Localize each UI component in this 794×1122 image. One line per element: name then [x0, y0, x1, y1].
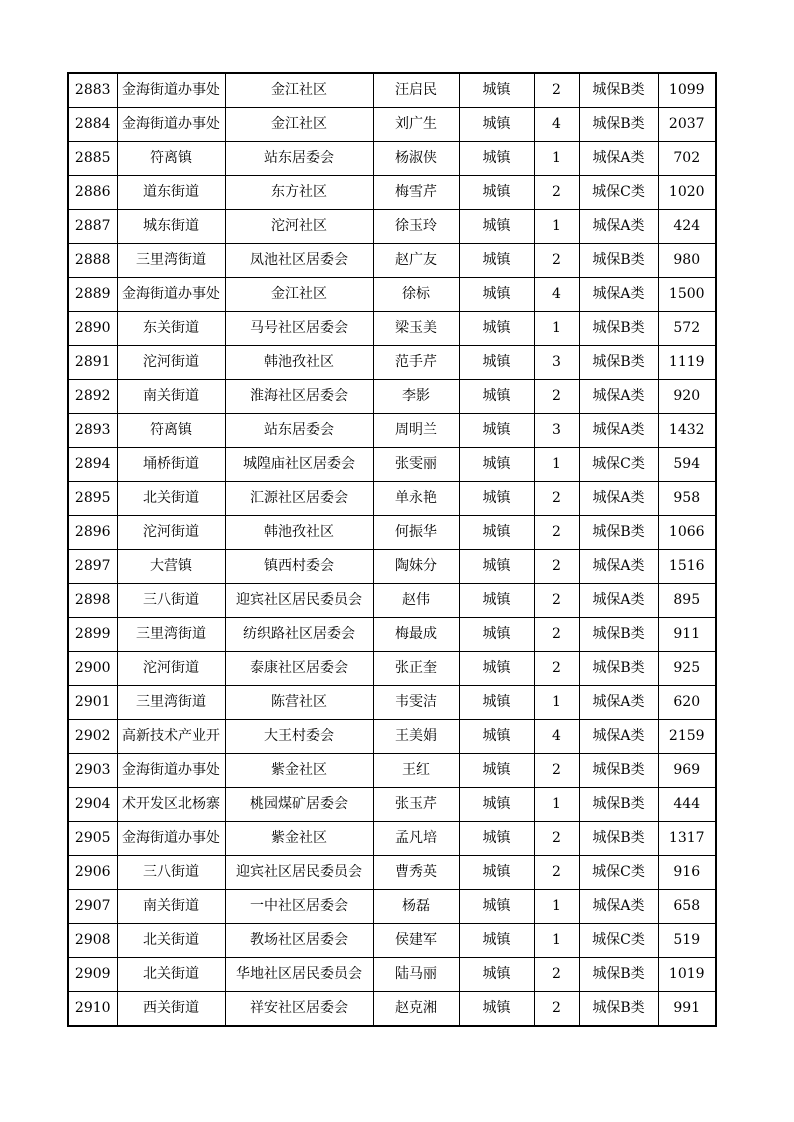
cell-street-office: 三里湾街道: [117, 686, 225, 720]
cell-record-id: 2902: [68, 720, 117, 754]
cell-household-count: 2: [534, 822, 579, 856]
cell-record-id: 2891: [68, 346, 117, 380]
cell-area-type: 城镇: [459, 380, 534, 414]
cell-street-office: 南关街道: [117, 890, 225, 924]
cell-street-office: 东关街道: [117, 312, 225, 346]
cell-street-office: 北关街道: [117, 958, 225, 992]
cell-household-count: 1: [534, 210, 579, 244]
cell-area-type: 城镇: [459, 278, 534, 312]
cell-person-name: 梅雪芹: [373, 176, 459, 210]
cell-community: 沱河社区: [225, 210, 373, 244]
cell-area-type: 城镇: [459, 958, 534, 992]
cell-community: 金江社区: [225, 278, 373, 312]
cell-insurance-class: 城保A类: [579, 380, 658, 414]
cell-household-count: 1: [534, 890, 579, 924]
table-row: [68, 890, 716, 924]
cell-record-id: 2895: [68, 482, 117, 516]
cell-household-count: 1: [534, 448, 579, 482]
cell-household-count: 1: [534, 142, 579, 176]
cell-insurance-class: 城保C类: [579, 856, 658, 890]
cell-record-id: 2898: [68, 584, 117, 618]
cell-household-count: 3: [534, 414, 579, 448]
cell-insurance-class: 城保A类: [579, 550, 658, 584]
cell-street-office: 金海街道办事处: [117, 108, 225, 142]
cell-record-id: 2906: [68, 856, 117, 890]
table-row: [68, 822, 716, 856]
cell-community: 紫金社区: [225, 754, 373, 788]
cell-person-name: 徐玉玲: [373, 210, 459, 244]
cell-person-name: 范手芹: [373, 346, 459, 380]
cell-area-type: 城镇: [459, 108, 534, 142]
table-row: [68, 73, 716, 108]
cell-insurance-class: 城保B类: [579, 73, 658, 108]
cell-insurance-class: 城保A类: [579, 890, 658, 924]
cell-street-office: 术开发区北杨寨: [117, 788, 225, 822]
cell-community: 纺织路社区居委会: [225, 618, 373, 652]
cell-street-office: 城东街道: [117, 210, 225, 244]
cell-street-office: 南关街道: [117, 380, 225, 414]
table-row: [68, 584, 716, 618]
table-row: [68, 346, 716, 380]
cell-area-type: 城镇: [459, 414, 534, 448]
cell-community: 一中社区居委会: [225, 890, 373, 924]
cell-insurance-class: 城保B类: [579, 312, 658, 346]
cell-person-name: 王红: [373, 754, 459, 788]
cell-household-count: 2: [534, 482, 579, 516]
table-row: [68, 278, 716, 312]
cell-street-office: 埇桥街道: [117, 448, 225, 482]
cell-amount: 594: [658, 448, 716, 482]
cell-amount: 1500: [658, 278, 716, 312]
cell-street-office: 符离镇: [117, 414, 225, 448]
cell-insurance-class: 城保B类: [579, 108, 658, 142]
cell-household-count: 1: [534, 686, 579, 720]
cell-amount: 1020: [658, 176, 716, 210]
cell-area-type: 城镇: [459, 788, 534, 822]
cell-record-id: 2884: [68, 108, 117, 142]
cell-person-name: 陶妹分: [373, 550, 459, 584]
cell-household-count: 4: [534, 108, 579, 142]
cell-amount: 991: [658, 992, 716, 1027]
cell-insurance-class: 城保B类: [579, 992, 658, 1027]
table-row: [68, 686, 716, 720]
cell-record-id: 2901: [68, 686, 117, 720]
table-row: [68, 244, 716, 278]
table-row: [68, 856, 716, 890]
cell-insurance-class: 城保A类: [579, 584, 658, 618]
cell-person-name: 杨磊: [373, 890, 459, 924]
table-row: [68, 958, 716, 992]
cell-household-count: 1: [534, 788, 579, 822]
cell-insurance-class: 城保B类: [579, 244, 658, 278]
cell-street-office: 三八街道: [117, 856, 225, 890]
cell-person-name: 刘广生: [373, 108, 459, 142]
cell-amount: 572: [658, 312, 716, 346]
records-body: [68, 73, 716, 1026]
cell-amount: 1516: [658, 550, 716, 584]
cell-amount: 980: [658, 244, 716, 278]
cell-household-count: 2: [534, 754, 579, 788]
cell-street-office: 金海街道办事处: [117, 754, 225, 788]
cell-community: 汇源社区居委会: [225, 482, 373, 516]
cell-household-count: 1: [534, 312, 579, 346]
cell-area-type: 城镇: [459, 992, 534, 1027]
cell-amount: 925: [658, 652, 716, 686]
cell-area-type: 城镇: [459, 822, 534, 856]
table-row: [68, 788, 716, 822]
table-row: [68, 516, 716, 550]
cell-person-name: 梁玉美: [373, 312, 459, 346]
cell-record-id: 2903: [68, 754, 117, 788]
cell-area-type: 城镇: [459, 73, 534, 108]
cell-amount: 444: [658, 788, 716, 822]
cell-record-id: 2910: [68, 992, 117, 1027]
cell-insurance-class: 城保A类: [579, 414, 658, 448]
table-row: [68, 414, 716, 448]
cell-record-id: 2904: [68, 788, 117, 822]
cell-household-count: 1: [534, 924, 579, 958]
cell-person-name: 赵克湘: [373, 992, 459, 1027]
cell-record-id: 2909: [68, 958, 117, 992]
cell-area-type: 城镇: [459, 482, 534, 516]
cell-street-office: 三里湾街道: [117, 618, 225, 652]
cell-street-office: 三八街道: [117, 584, 225, 618]
cell-person-name: 汪启民: [373, 73, 459, 108]
cell-community: 金江社区: [225, 108, 373, 142]
cell-insurance-class: 城保B类: [579, 958, 658, 992]
cell-amount: 1066: [658, 516, 716, 550]
table-row: [68, 720, 716, 754]
cell-record-id: 2890: [68, 312, 117, 346]
cell-community: 祥安社区居委会: [225, 992, 373, 1027]
cell-street-office: 符离镇: [117, 142, 225, 176]
cell-area-type: 城镇: [459, 312, 534, 346]
cell-insurance-class: 城保C类: [579, 924, 658, 958]
cell-household-count: 2: [534, 516, 579, 550]
cell-community: 东方社区: [225, 176, 373, 210]
cell-community: 迎宾社区居民委员会: [225, 584, 373, 618]
table-row: [68, 652, 716, 686]
cell-area-type: 城镇: [459, 176, 534, 210]
cell-record-id: 2897: [68, 550, 117, 584]
cell-record-id: 2896: [68, 516, 117, 550]
cell-community: 大王村委会: [225, 720, 373, 754]
cell-insurance-class: 城保A类: [579, 278, 658, 312]
cell-street-office: 金海街道办事处: [117, 278, 225, 312]
table-row: [68, 924, 716, 958]
cell-area-type: 城镇: [459, 754, 534, 788]
cell-person-name: 杨淑侠: [373, 142, 459, 176]
cell-insurance-class: 城保A类: [579, 482, 658, 516]
cell-area-type: 城镇: [459, 720, 534, 754]
cell-community: 桃园煤矿居委会: [225, 788, 373, 822]
cell-person-name: 赵广友: [373, 244, 459, 278]
cell-person-name: 陆马丽: [373, 958, 459, 992]
cell-street-office: 三里湾街道: [117, 244, 225, 278]
cell-street-office: 大营镇: [117, 550, 225, 584]
cell-street-office: 沱河街道: [117, 516, 225, 550]
cell-person-name: 赵伟: [373, 584, 459, 618]
cell-person-name: 王美娟: [373, 720, 459, 754]
cell-amount: 1119: [658, 346, 716, 380]
cell-insurance-class: 城保A类: [579, 720, 658, 754]
cell-amount: 2037: [658, 108, 716, 142]
cell-household-count: 4: [534, 720, 579, 754]
cell-street-office: 西关街道: [117, 992, 225, 1027]
table-row: [68, 618, 716, 652]
cell-street-office: 金海街道办事处: [117, 73, 225, 108]
cell-insurance-class: 城保B类: [579, 516, 658, 550]
cell-person-name: 张雯丽: [373, 448, 459, 482]
cell-amount: 702: [658, 142, 716, 176]
records-table: [67, 72, 717, 1027]
table-row: [68, 448, 716, 482]
cell-amount: 920: [658, 380, 716, 414]
cell-amount: 1099: [658, 73, 716, 108]
cell-insurance-class: 城保B类: [579, 346, 658, 380]
cell-insurance-class: 城保B类: [579, 652, 658, 686]
cell-community: 教场社区居委会: [225, 924, 373, 958]
cell-area-type: 城镇: [459, 210, 534, 244]
cell-record-id: 2892: [68, 380, 117, 414]
cell-insurance-class: 城保C类: [579, 176, 658, 210]
cell-amount: 1317: [658, 822, 716, 856]
cell-community: 凤池社区居委会: [225, 244, 373, 278]
cell-area-type: 城镇: [459, 652, 534, 686]
cell-community: 站东居委会: [225, 414, 373, 448]
cell-household-count: 2: [534, 958, 579, 992]
cell-record-id: 2883: [68, 73, 117, 108]
cell-person-name: 张正奎: [373, 652, 459, 686]
cell-street-office: 高新技术产业开: [117, 720, 225, 754]
table-row: [68, 312, 716, 346]
cell-record-id: 2900: [68, 652, 117, 686]
cell-record-id: 2889: [68, 278, 117, 312]
cell-amount: 911: [658, 618, 716, 652]
table-row: [68, 210, 716, 244]
cell-record-id: 2908: [68, 924, 117, 958]
cell-household-count: 2: [534, 992, 579, 1027]
cell-area-type: 城镇: [459, 550, 534, 584]
cell-community: 镇西村委会: [225, 550, 373, 584]
cell-person-name: 孟凡培: [373, 822, 459, 856]
cell-record-id: 2907: [68, 890, 117, 924]
cell-community: 金江社区: [225, 73, 373, 108]
cell-amount: 658: [658, 890, 716, 924]
cell-amount: 1019: [658, 958, 716, 992]
table-row: [68, 380, 716, 414]
cell-amount: 519: [658, 924, 716, 958]
table-row: [68, 142, 716, 176]
cell-community: 韩池孜社区: [225, 516, 373, 550]
cell-insurance-class: 城保B类: [579, 754, 658, 788]
cell-household-count: 2: [534, 550, 579, 584]
cell-street-office: 金海街道办事处: [117, 822, 225, 856]
cell-area-type: 城镇: [459, 584, 534, 618]
cell-street-office: 沱河街道: [117, 346, 225, 380]
cell-person-name: 周明兰: [373, 414, 459, 448]
cell-household-count: 2: [534, 73, 579, 108]
table-row: [68, 482, 716, 516]
cell-record-id: 2893: [68, 414, 117, 448]
cell-street-office: 沱河街道: [117, 652, 225, 686]
cell-insurance-class: 城保A类: [579, 142, 658, 176]
cell-person-name: 单永艳: [373, 482, 459, 516]
cell-area-type: 城镇: [459, 618, 534, 652]
cell-insurance-class: 城保C类: [579, 448, 658, 482]
cell-insurance-class: 城保A类: [579, 686, 658, 720]
cell-area-type: 城镇: [459, 516, 534, 550]
cell-person-name: 韦雯洁: [373, 686, 459, 720]
cell-area-type: 城镇: [459, 686, 534, 720]
cell-amount: 958: [658, 482, 716, 516]
cell-household-count: 2: [534, 618, 579, 652]
cell-insurance-class: 城保B类: [579, 788, 658, 822]
cell-area-type: 城镇: [459, 890, 534, 924]
cell-street-office: 北关街道: [117, 924, 225, 958]
cell-area-type: 城镇: [459, 346, 534, 380]
cell-insurance-class: 城保A类: [579, 210, 658, 244]
cell-household-count: 2: [534, 176, 579, 210]
cell-amount: 969: [658, 754, 716, 788]
cell-community: 迎宾社区居民委员会: [225, 856, 373, 890]
cell-community: 城隍庙社区居委会: [225, 448, 373, 482]
cell-street-office: 北关街道: [117, 482, 225, 516]
cell-person-name: 徐标: [373, 278, 459, 312]
table-row: [68, 108, 716, 142]
cell-person-name: 李影: [373, 380, 459, 414]
cell-community: 泰康社区居委会: [225, 652, 373, 686]
cell-record-id: 2887: [68, 210, 117, 244]
cell-amount: 620: [658, 686, 716, 720]
cell-household-count: 3: [534, 346, 579, 380]
cell-community: 韩池孜社区: [225, 346, 373, 380]
cell-community: 站东居委会: [225, 142, 373, 176]
cell-person-name: 何振华: [373, 516, 459, 550]
cell-record-id: 2888: [68, 244, 117, 278]
cell-person-name: 曹秀英: [373, 856, 459, 890]
cell-amount: 916: [658, 856, 716, 890]
cell-household-count: 2: [534, 584, 579, 618]
cell-household-count: 2: [534, 856, 579, 890]
cell-area-type: 城镇: [459, 924, 534, 958]
cell-street-office: 道东街道: [117, 176, 225, 210]
table-row: [68, 992, 716, 1027]
cell-household-count: 4: [534, 278, 579, 312]
cell-household-count: 2: [534, 380, 579, 414]
cell-area-type: 城镇: [459, 448, 534, 482]
cell-person-name: 侯建军: [373, 924, 459, 958]
cell-record-id: 2899: [68, 618, 117, 652]
cell-insurance-class: 城保B类: [579, 822, 658, 856]
cell-record-id: 2886: [68, 176, 117, 210]
cell-amount: 424: [658, 210, 716, 244]
table-row: [68, 550, 716, 584]
cell-amount: 895: [658, 584, 716, 618]
cell-record-id: 2894: [68, 448, 117, 482]
cell-person-name: 梅最成: [373, 618, 459, 652]
cell-amount: 1432: [658, 414, 716, 448]
table-row: [68, 754, 716, 788]
cell-area-type: 城镇: [459, 244, 534, 278]
cell-community: 陈营社区: [225, 686, 373, 720]
cell-record-id: 2885: [68, 142, 117, 176]
cell-household-count: 2: [534, 244, 579, 278]
cell-community: 淮海社区居委会: [225, 380, 373, 414]
cell-insurance-class: 城保B类: [579, 618, 658, 652]
cell-household-count: 2: [534, 652, 579, 686]
cell-community: 华地社区居民委员会: [225, 958, 373, 992]
cell-community: 马号社区居委会: [225, 312, 373, 346]
table-row: [68, 176, 716, 210]
cell-record-id: 2905: [68, 822, 117, 856]
cell-area-type: 城镇: [459, 856, 534, 890]
cell-amount: 2159: [658, 720, 716, 754]
cell-person-name: 张玉芹: [373, 788, 459, 822]
cell-area-type: 城镇: [459, 142, 534, 176]
cell-community: 紫金社区: [225, 822, 373, 856]
